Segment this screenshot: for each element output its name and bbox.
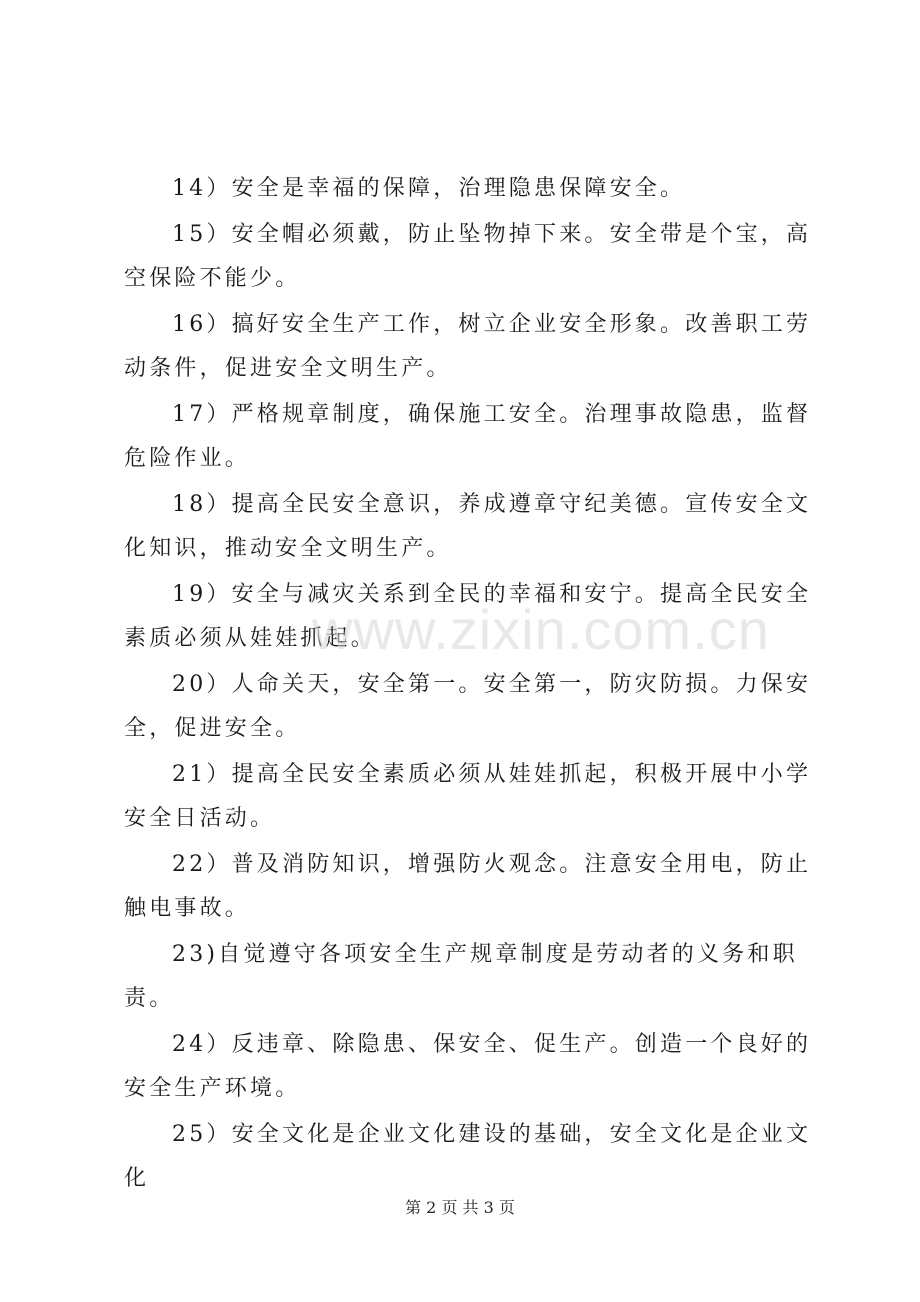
watermark: www.zixin.com.cn bbox=[312, 598, 770, 661]
paragraph-21: 21）提高全民安全素质必须从娃娃抓起，积极开展中小学安全日活动。 bbox=[124, 762, 812, 831]
paragraph-14: 14）安全是幸福的保障，治理隐患保障安全。 bbox=[172, 176, 686, 201]
paragraph-16: 16）搞好安全生产工作，树立企业安全形象。改善职工劳动条件，促进安全文明生产。 bbox=[124, 312, 812, 381]
page-footer: 第 2 页 共 3 页 bbox=[405, 1198, 515, 1217]
paragraph-17: 17）严格规章制度，确保施工安全。治理事故隐患，监督危险作业。 bbox=[124, 402, 812, 471]
paragraph-22: 22）普及消防知识，增强防火观念。注意安全用电，防止触电事故。 bbox=[124, 852, 812, 921]
document-body bbox=[124, 167, 824, 1203]
paragraph-20: 20）人命关天，安全第一。安全第一，防灾防损。力保安全，促进安全。 bbox=[124, 672, 812, 741]
paragraph-18: 18）提高全民安全意识，养成遵章守纪美德。宣传安全文化知识，推动安全文明生产。 bbox=[124, 492, 812, 561]
paragraph-23: 23)自觉遵守各项安全生产规章制度是劳动者的义务和职责。 bbox=[124, 942, 798, 1011]
paragraph-19: 19）安全与减灾关系到全民的幸福和安宁。提高全民安全素质必须从娃娃抓起。 bbox=[124, 582, 812, 651]
paragraph-15: 15）安全帽必须戴，防止坠物掉下来。安全带是个宝，高空保险不能少。 bbox=[124, 222, 812, 291]
paragraph-25: 25）安全文化是企业文化建设的基础，安全文化是企业文化 bbox=[124, 1122, 812, 1191]
paragraph-24: 24）反违章、除隐患、保安全、促生产。创造一个良好的安全生产环境。 bbox=[124, 1032, 812, 1101]
